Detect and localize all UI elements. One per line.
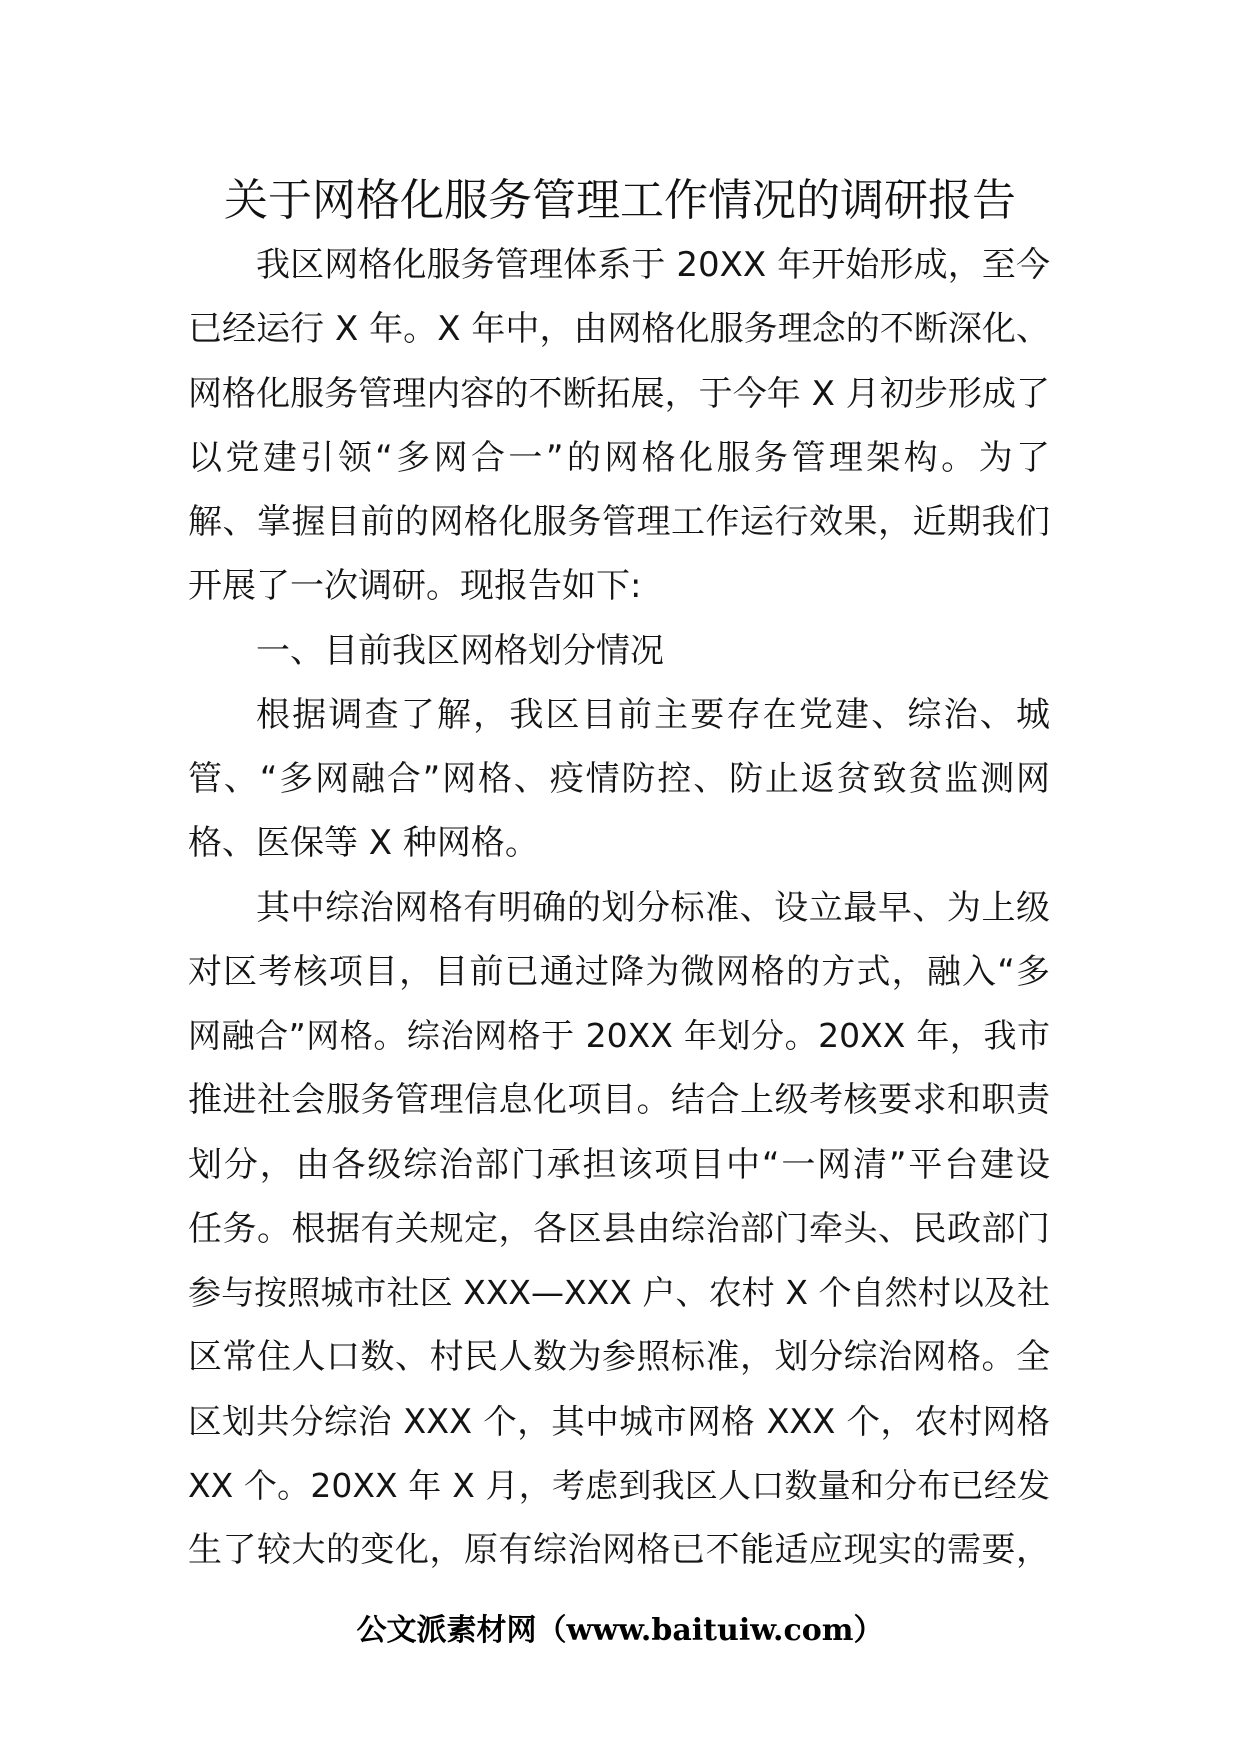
body-line: 管、“多网融合”网格、疫情防控、防止返贫致贫监测网 <box>188 759 1050 799</box>
body-line: 以党建引领“多网合一”的网格化服务管理架构。为了 <box>188 437 1050 478</box>
body-line: 区划共分综治 XXX 个，其中城市网格 XXX 个，农村网格 <box>188 1401 1050 1441</box>
body-line: 网融合”网格。综治网格于 20XX 年划分。20XX 年，我市 <box>188 1016 1050 1055</box>
body-line: 网格化服务管理内容的不断拓展，于今年 X 月初步形成了 <box>188 373 1050 414</box>
document-body <box>188 233 1050 1582</box>
body-line: 参与按照城市社区 XXX—XXX 户、农村 X 个自然村以及社 <box>188 1273 1050 1312</box>
body-line: 已经运行 X 年。X 年中，由网格化服务理念的不断深化、 <box>188 309 1050 350</box>
document-title: 关于网格化服务管理工作情况的调研报告 <box>224 175 1016 226</box>
body-line: 其中综治网格有明确的划分标准、设立最早、为上级 <box>256 887 1050 928</box>
body-line: 生了较大的变化，原有综治网格已不能适应现实的需要， <box>188 1530 1050 1570</box>
paragraph-grid-types <box>188 683 1050 876</box>
body-line: 推进社会服务管理信息化项目。结合上级考核要求和职责 <box>188 1080 1050 1121</box>
paragraph-comprehensive-grid <box>188 876 1050 1583</box>
body-line: 任务。根据有关规定，各区县由综治部门牵头、民政部门 <box>188 1208 1050 1249</box>
footer-watermark: 公文派素材网（www.baituiw.com） <box>356 1613 884 1648</box>
body-line: 对区考核项目，目前已通过降为微网格的方式，融入“多 <box>188 951 1050 992</box>
body-line: 划分，由各级综治部门承担该项目中“一网清”平台建设 <box>188 1144 1050 1185</box>
body-line: 根据调查了解，我区目前主要存在党建、综治、城 <box>256 694 1050 735</box>
body-line: 我区网格化服务管理体系于 20XX 年开始形成，至今 <box>256 245 1050 285</box>
body-line: 解、掌握目前的网格化服务管理工作运行效果，近期我们 <box>188 502 1050 542</box>
body-line: XX 个。20XX 年 X 月，考虑到我区人口数量和分布已经发 <box>188 1465 1050 1505</box>
section-heading: 一、目前我区网格划分情况 <box>256 630 664 671</box>
body-line: 区常住人口数、村民人数为参照标准，划分综治网格。全 <box>188 1337 1050 1378</box>
paragraph-intro <box>188 233 1050 619</box>
body-line: 开展了一次调研。现报告如下: <box>188 566 642 607</box>
body-line: 格、医保等 X 种网格。 <box>188 823 539 864</box>
section-heading-block <box>188 619 1050 683</box>
